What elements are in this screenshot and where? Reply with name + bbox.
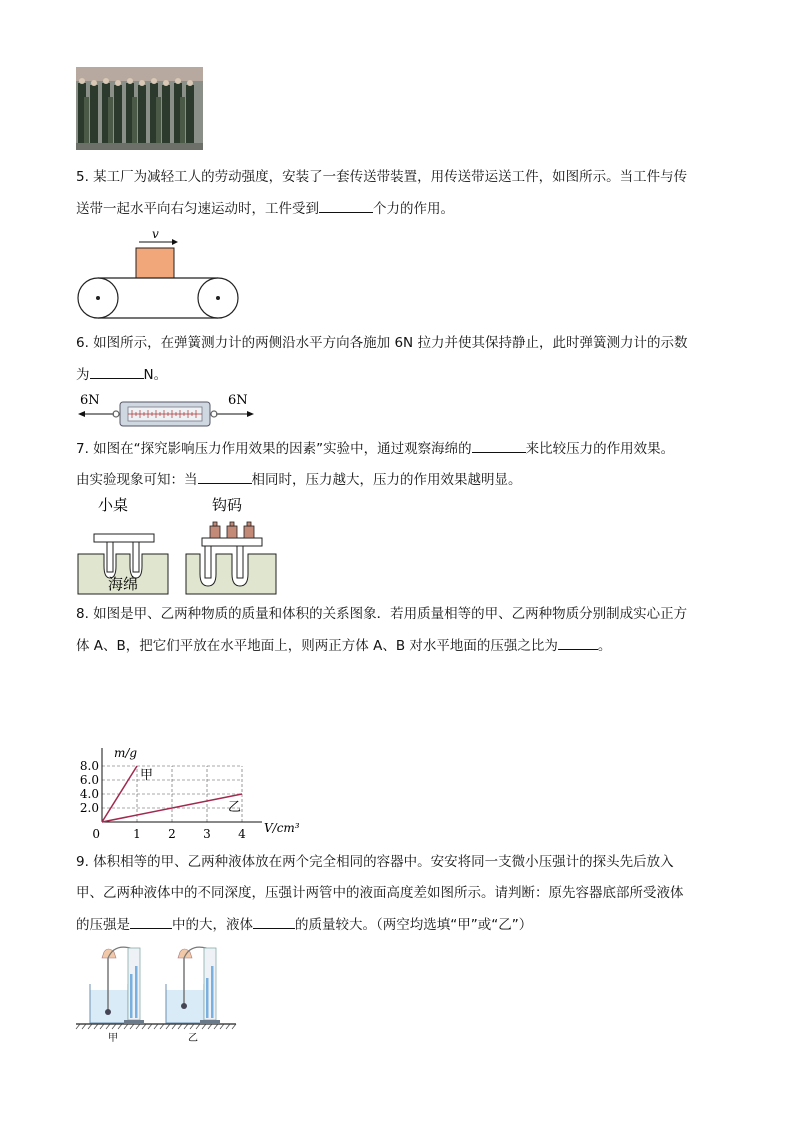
workpiece-block — [136, 248, 174, 278]
q8-line2 — [76, 635, 611, 656]
sponge-right — [186, 554, 276, 594]
q6-line2-pre: 为 — [76, 367, 90, 383]
table-top-right — [202, 538, 262, 546]
q6-line1: 6. 如图所示，在弹簧测力计的两侧沿水平方向各施加 6N 拉力并使其保持静止，此时弹簧测力计的示数 — [76, 335, 688, 351]
mass-volume-chart-svg — [76, 668, 300, 841]
q6-answer-blank[interactable] — [90, 364, 144, 379]
q8-answer-blank[interactable] — [558, 635, 598, 650]
x-tick-label: 0 — [92, 827, 100, 841]
y-axis-label: m/g — [114, 746, 138, 760]
q5-line2-post: 个力的作用。 — [373, 201, 454, 217]
q7-line1-pre: 7. 如图在“探究影响压力作用效果的因素”实验中，通过观察海绵的 — [76, 441, 472, 457]
q6-line2-post: N。 — [143, 367, 168, 383]
label-jia: 甲 — [108, 1033, 118, 1044]
q9-line3-post: 的质量较大。（两空均选填“甲”或“乙”） — [295, 917, 533, 933]
q9-line3-pre: 的压强是 — [76, 917, 130, 933]
q9-line3 — [76, 914, 532, 935]
q9-answer-blank-1[interactable] — [130, 914, 172, 929]
weights-icon — [210, 522, 254, 538]
q5-line2 — [76, 198, 454, 219]
x-tick-label: 2 — [168, 827, 176, 841]
label-small-table: 小桌 — [98, 496, 129, 514]
y-tick-label: 2.0 — [79, 801, 99, 815]
y-tick-label: 4.0 — [79, 787, 99, 801]
y-tick-label: 8.0 — [79, 759, 99, 773]
q7-line1 — [76, 438, 674, 459]
q5-answer-blank[interactable] — [319, 198, 373, 213]
q9-answer-blank-2[interactable] — [253, 914, 295, 929]
q7-line1-post: 来比较压力的作用效果。 — [525, 441, 675, 457]
velocity-label: v — [152, 227, 159, 241]
x-tick-label: 3 — [203, 827, 211, 841]
x-tick-label: 4 — [238, 827, 246, 841]
q7-answer-blank-1[interactable] — [472, 438, 526, 453]
q5-line2-pre: 送带一起水平向右匀速运动时，工件受到 — [76, 201, 319, 217]
series-label-2: 乙 — [228, 800, 242, 815]
q8-line1: 8. 如图是甲、乙两种物质的质量和体积的关系图象．若用质量相等的甲、乙两种物质分别制成实心正方 — [76, 606, 688, 622]
q9-line1: 9. 体积相等的甲、乙两种液体放在两个完全相同的容器中。安安将同一支微小压强计的探头先后放入 — [76, 854, 674, 870]
parade-photo — [76, 67, 203, 150]
label-sponge: 海绵 — [108, 575, 139, 593]
table-top-left — [94, 534, 154, 542]
mass-volume-chart — [76, 668, 300, 841]
force-left-label: 6N — [80, 393, 100, 408]
q7-answer-blank-2[interactable] — [198, 469, 252, 484]
series-label-1: 甲 — [140, 768, 154, 783]
q8-line2-pre: 体 A、B，把它们平放在水平地面上，则两正方体 A、B 对水平地面的压强之比为 — [76, 638, 558, 654]
q7-line2 — [76, 469, 522, 490]
label-weights: 钩码 — [212, 496, 243, 514]
x-axis-label: V/cm³ — [264, 821, 300, 835]
force-right-label: 6N — [228, 393, 248, 408]
spring-scale-figure — [76, 390, 256, 426]
q7-line2-post: 相同时，压力越大，压力的作用效果越明显。 — [251, 472, 522, 488]
q6-line2 — [76, 364, 167, 385]
q8-line2-post: 。 — [597, 638, 612, 654]
y-tick-label: 6.0 — [79, 773, 99, 787]
q9-line3-mid: 中的大，液体 — [172, 917, 253, 933]
q9-line2: 甲、乙两种液体中的不同深度，压强计两管中的液面高度差如图所示。请判断：原先容器底部所受液体 — [76, 885, 684, 901]
conveyor-belt-figure — [76, 226, 240, 320]
pressure-effect-figure — [76, 490, 280, 598]
label-yi: 乙 — [188, 1033, 198, 1044]
q7-line2-pre: 由实验现象可知：当 — [76, 472, 198, 488]
x-tick-label: 1 — [133, 827, 141, 841]
q5-line1: 5. 某工厂为减轻工人的劳动强度，安装了一套传送带装置，用传送带运送工件，如图所示。当工件与传 — [76, 169, 688, 185]
pressure-gauge-figure — [74, 944, 240, 1044]
